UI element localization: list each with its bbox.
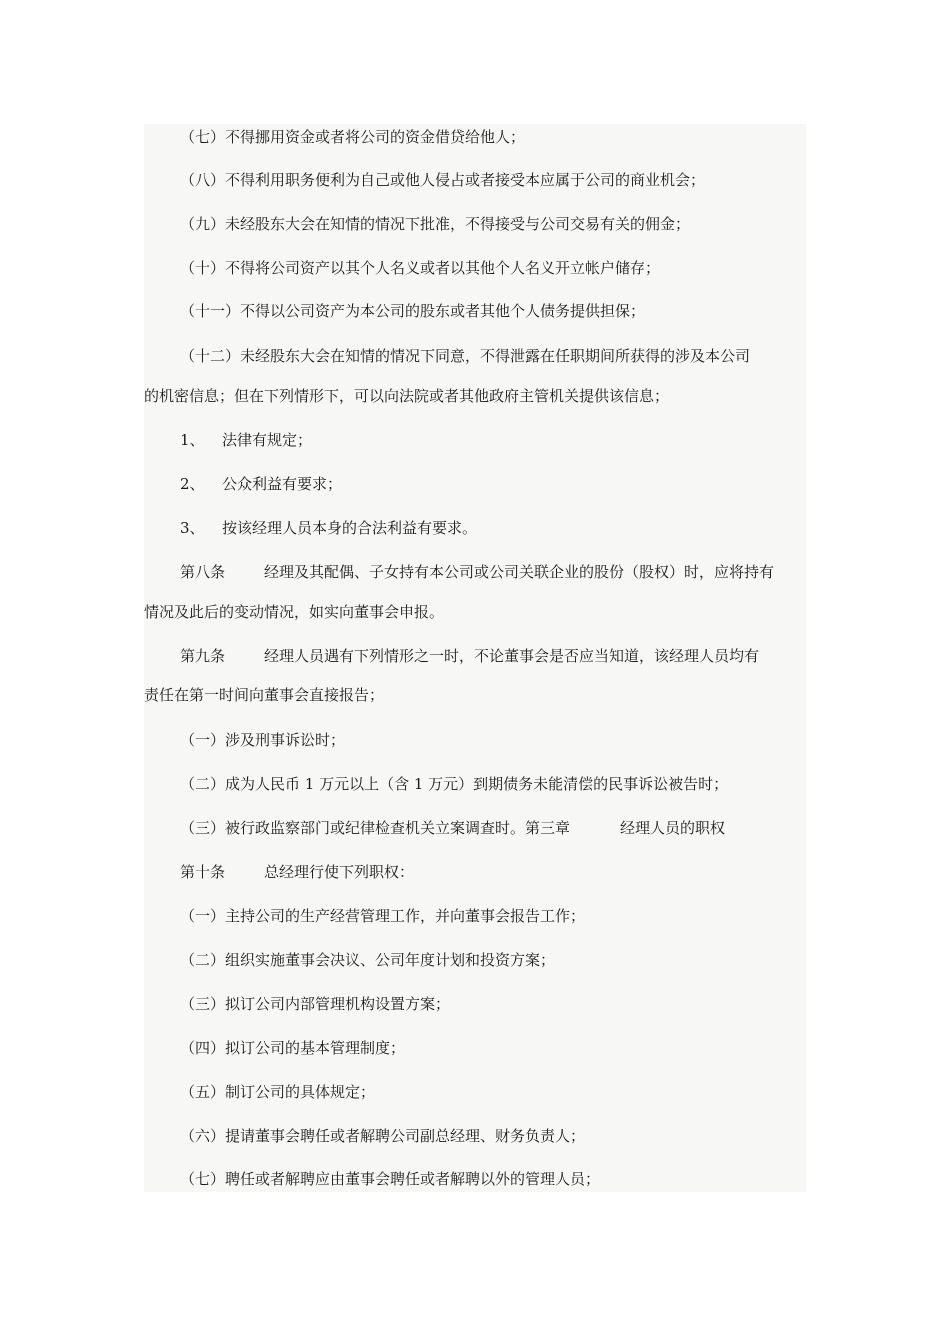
list-item: （三）拟订公司内部管理机构设置方案； (180, 995, 451, 1013)
article-text: 经理及其配偶、子女持有本公司或公司关联企业的股份（股权）时，应将持有 (264, 563, 775, 581)
paragraph-item12-line2: 的机密信息；但在下列情形下，可以向法院或者其他政府主管机关提供该信息； (144, 387, 670, 405)
list-item: （二）组织实施董事会决议、公司年度计划和投资方案； (180, 951, 556, 969)
paragraph-item12-line1: （十二）未经股东大会在知情的情况下同意，不得泄露在任职期间所获得的涉及本公司 (180, 347, 751, 365)
document-body (144, 124, 806, 1192)
list-item: （九）未经股东大会在知情的情况下批准，不得接受与公司交易有关的佣金； (180, 215, 691, 233)
exception-number: 1、 (180, 431, 205, 449)
exception-number: 3、 (180, 519, 205, 537)
article-9-line2: 责任在第一时间向董事会直接报告； (144, 686, 385, 704)
list-item: （二）成为人民币 1 万元以上（含 1 万元）到期债务未能清偿的民事诉讼被告时； (180, 775, 729, 793)
list-item: （十一）不得以公司资产为本公司的股东或者其他个人债务提供担保； (180, 302, 646, 320)
article-text: 经理人员遇有下列情形之一时，不论董事会是否应当知道，该经理人员均有 (264, 647, 760, 665)
list-item: （八）不得利用职务便利为自己或他人侵占或者接受本应属于公司的商业机会； (180, 171, 706, 189)
article-label: 第八条 (180, 563, 226, 581)
article-8-line2: 情况及此后的变动情况，如实向董事会申报。 (144, 603, 445, 621)
article-label: 第九条 (180, 647, 226, 665)
chapter-title: 经理人员的职权 (620, 819, 726, 837)
chapter-label: 第三章 (525, 819, 571, 837)
article-9-line1 (180, 646, 759, 666)
article-text: 总经理行使下列职权： (264, 863, 415, 881)
list-item: （一）主持公司的生产经营管理工作，并向董事会报告工作； (180, 907, 586, 925)
list-item: （十）不得将公司资产以其个人名义或者以其他个人名义开立帐户储存； (180, 259, 661, 277)
exception-text: 法律有规定； (222, 431, 313, 449)
list-item: （四）拟订公司的基本管理制度； (180, 1039, 406, 1057)
list-item: （五）制订公司的具体规定； (180, 1083, 376, 1101)
list-item: （一）涉及刑事诉讼时； (180, 731, 346, 749)
list-item-with-chapter-heading (180, 818, 725, 838)
exception-text: 按该经理人员本身的合法利益有要求。 (222, 519, 478, 537)
list-item: （六）提请董事会聘任或者解聘公司副总经理、财务负责人； (180, 1127, 586, 1145)
list-item: （七）不得挪用资金或者将公司的资金借贷给他人； (180, 128, 526, 146)
article-10-line (180, 862, 414, 882)
list-item: （七）聘任或者解聘应由董事会聘任或者解聘以外的管理人员； (180, 1170, 601, 1188)
exception-number: 2、 (180, 475, 205, 493)
article-label: 第十条 (180, 863, 226, 881)
exception-item (180, 430, 312, 450)
exception-item (180, 474, 342, 494)
list-item: （三）被行政监察部门或纪律检查机关立案调查时。 (180, 819, 526, 837)
article-8-line1 (180, 562, 774, 582)
exception-text: 公众利益有要求； (222, 475, 343, 493)
exception-item (180, 518, 477, 538)
